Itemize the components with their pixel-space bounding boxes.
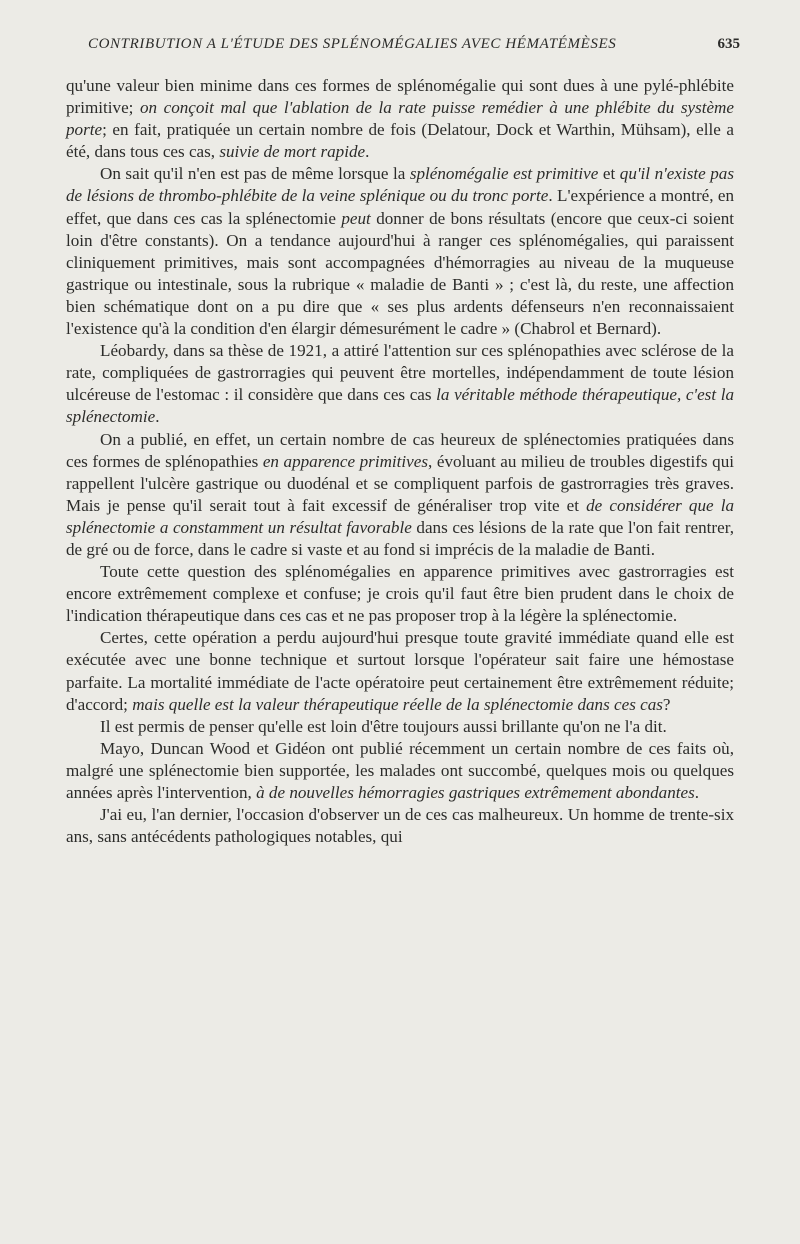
text-run: .: [365, 142, 370, 162]
text-run: On a publié, en effet, un certain nombre de cas heureux de splénectomies pratiquées dans ces formes de splénopathies: [66, 429, 734, 471]
italic-text: de considérer que la splénectomie a constamment un résultat favorable: [66, 495, 734, 537]
running-head: [88, 36, 740, 53]
italic-text: en apparence primitives: [262, 451, 428, 471]
paragraph: [66, 738, 734, 804]
text-run: dans ces lésions de la rate que l'on fait rentrer, de gré ou de force, dans le cadre si vaste et au fond si imprécis de la maladie de Banti.: [66, 517, 734, 559]
text-run: . L'expérience a montré, en effet, que dans ces cas la splénectomie: [66, 186, 734, 228]
italic-text: splénomégalie est primitive: [409, 164, 599, 184]
text-run: ?: [662, 694, 671, 714]
text-run: Il est permis de penser qu'elle est loin d'être toujours aussi brillante qu'on ne l'a dit.: [100, 716, 667, 736]
italic-text: mais quelle est la valeur thérapeutique réelle de la splénectomie dans ces cas: [132, 694, 663, 714]
body-text: [66, 75, 734, 848]
text-run: Toute cette question des splénomégalies en apparence primitives avec gastrorragies est encore extrêmement complexe et confuse; je crois qu'il faut être bien prudent dans le choix de l'indication thérapeutique dans ces cas et ne pas proposer trop à la légère la splénectomie.: [66, 562, 734, 626]
italic-text: suivie de mort rapide: [219, 142, 366, 162]
italic-text: peut: [341, 208, 371, 228]
paragraph: [66, 561, 734, 627]
text-run: et: [598, 164, 620, 184]
paragraph: [66, 627, 734, 715]
text-run: J'ai eu, l'an dernier, l'occasion d'observer un de ces cas malheureux. Un homme de trente-six ans, sans antécédents pathologiques notables, qui: [66, 805, 734, 847]
paragraph: [66, 340, 734, 428]
italic-text: on conçoit mal que l'ablation de la rate puisse remédier à une phlébite du système porte: [66, 98, 734, 140]
text-run: .: [694, 783, 700, 802]
text-run: .: [155, 407, 160, 427]
text-run: On sait qu'il n'en est pas de même lorsque la: [100, 164, 410, 184]
paragraph: [66, 716, 734, 738]
text-run: ; en fait, pratiquée un certain nombre de fois (Delatour, Dock et Warthin, Mühsam), elle a été, dans tous ces cas,: [66, 120, 734, 162]
paragraph: [66, 804, 734, 848]
paragraph: [66, 163, 734, 340]
text-run: Léobardy, dans sa thèse de 1921, a attiré l'attention sur ces splénopathies avec sclérose de la rate, compliquées de gastrorragies qui peuvent être mortelles, indépendamment de toute lésion ulcéreuse de l'estomac : il considère que dans ces cas: [66, 341, 734, 405]
page-number: 635: [717, 36, 740, 52]
italic-text: à de nouvelles hémorragies gastriques extrêmement abondantes: [256, 783, 695, 802]
text-run: donner de bons résultats (encore que ceux-ci soient loin d'être constants). On a tendance aujourd'hui à ranger ces splénomégalies, qui paraissent cliniquement primitives, mais sont accompagnées d'hémorragies au niveau de la muqueuse gastrique ou intestinale, sous la rubrique « maladie de Banti » ; c'est là, du reste, une affection bien schématique dont on a pu dire que « ses plus ardents défenseurs n'en reconnaissaient l'existence qu'à la condition d'en élargir démesurément le cadre » (Chabrol et Bernard).: [66, 208, 734, 339]
text-run: qu'une valeur bien minime dans ces formes de splénomégalie qui sont dues à une pylé-phlébite primitive;: [66, 76, 734, 118]
italic-text: la véritable méthode thérapeutique, c'est la splénectomie: [66, 385, 734, 427]
italic-text: qu'il n'existe pas de lésions de thrombo-phlébite de la veine splénique ou du tronc porte: [66, 164, 734, 206]
text-run: Mayo, Duncan Wood et Gidéon ont publié récemment un certain nombre de ces faits où, malgré une splénectomie bien supportée, les malades ont succombé, quelques mois ou quelques années après l'intervention,: [66, 738, 734, 802]
running-head-title: CONTRIBUTION A L'ÉTUDE DES SPLÉNOMÉGALIES AVEC HÉMATÉMÈSES: [88, 36, 617, 52]
paragraph: [66, 429, 734, 562]
paragraph: [66, 75, 734, 163]
text-run: Certes, cette opération a perdu aujourd'hui presque toute gravité immédiate quand elle est exécutée avec une bonne technique et surtout lorsque l'opérateur sait faire une hémostase parfaite. La mortalité immédiate de l'acte opératoire peut certainement être extrêmement réduite; d'accord;: [66, 628, 734, 714]
text-run: , évoluant au milieu de troubles digestifs qui rappellent l'ulcère gastrique ou duodénal et se compliquent parfois de gastrorragies très graves. Mais je pense qu'il serait tout à fait excessif de généraliser trop vite et: [66, 451, 734, 515]
